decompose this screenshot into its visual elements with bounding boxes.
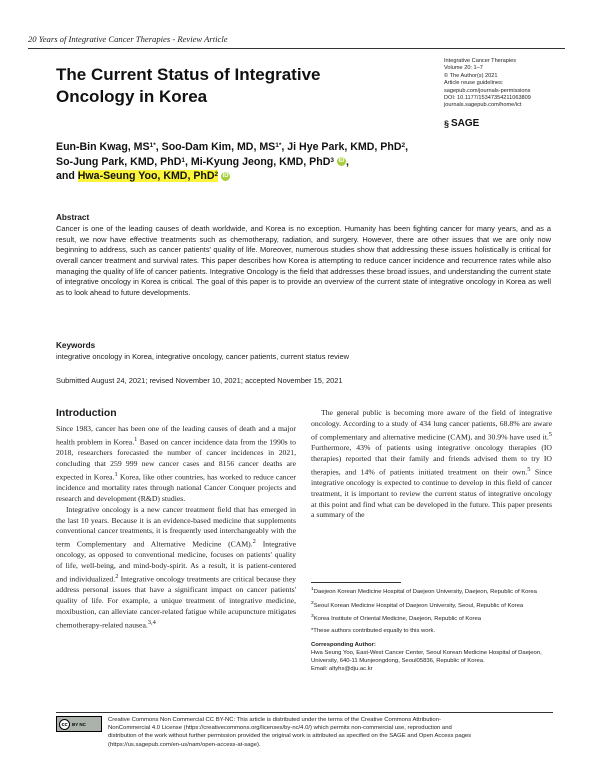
author-line-1 <box>56 140 496 155</box>
by-nc-icon: BY NC <box>72 721 86 727</box>
sage-wordmark: SAGE <box>451 118 480 129</box>
text-run: The general public is becoming more aware of the field of integrative oncology. According to a study of 434 lung cancer patients, 68.8% are aware of complementary and alternative medicine (CAM), and 30.9% have used it. <box>311 408 552 442</box>
running-head: 20 Years of Integrative Cancer Therapies - Review Article <box>28 34 228 44</box>
license-line: distribution of the work without further permission provided the original work is attributed as specified on the SAGE and Open Access pages <box>108 733 472 740</box>
separator: , <box>345 155 349 168</box>
citation-ref[interactable]: 5 <box>527 465 531 473</box>
copyright: © The Author(s) 2021 <box>444 72 498 79</box>
separator: , <box>155 141 162 153</box>
keywords-heading: Keywords <box>56 341 96 350</box>
submission-dates: Submitted August 24, 2021; revised November 10, 2021; accepted November 15, 2021 <box>56 376 343 385</box>
journal-info <box>444 58 584 110</box>
affiliation-text: Daejeon Korean Medicine Hospital of Daejeon University, Daejeon, Republic of Korea <box>313 588 537 595</box>
sage-mark-icon: § <box>444 118 450 129</box>
journal-volume: Volume 20: 1–7 <box>444 65 483 72</box>
footnotes <box>311 586 552 674</box>
corresponding-author-address: Hwa Seung Yoo, East-West Cancer Center, Seoul Korean Medicine Hospital of Daejeon, University, 640-11 Munjeongdong, Seoul05836, Republic of Korea. <box>311 649 542 665</box>
text-run: Integrative oncology, as opposed to conventional medicine, focuses on patients' quality of life, well-being, and mind-body-spirit. As a result, it is patient-centered and individualized. <box>56 539 296 584</box>
body-column-left <box>56 424 296 631</box>
body-column-right <box>311 408 552 521</box>
affiliation-text: Korea Institute of Oriental Medicine, Daejeon, Republic of Korea <box>313 616 482 623</box>
license-line: Creative Commons Non Commercial CC BY-NC: This article is distributed under the terms of the Creative Commons Attribution- <box>108 717 441 723</box>
affiliation-3 <box>311 613 552 623</box>
orcid-icon[interactable]: iD <box>222 172 229 179</box>
abstract-text: Cancer is one of the leading causes of death worldwide, and Korea is no exception. Humanity has been fighting cancer for many years, and as a result, we now have effective treatments such as chemotherapy, radiation, and surgery. However, there are other issues that we are only now beginning to address, such as cancer patients' quality of life. Moreover, numerous studies show that addressing these issues holistically is critical for overall cancer treatment and survival rates. This paper describes how Korea is attempting to reduce cancer incidence and recurrence rates while also managing the quality of life of cancer patients. Integrative Oncology is the field that addresses these broad issues, and understanding the current state of integrative oncology in Korea is critical. The goal of this paper is to provide an overview of the current state of integrative oncology in Korea as well as to look ahead to future developments. <box>56 224 551 297</box>
author-list <box>56 140 496 184</box>
corresponding-author-email[interactable]: Email: altyhs@dju.ac.kr <box>311 666 373 673</box>
affiliation-text: Seoul Korean Medicine Hospital of Daejeon University, Seoul, Republic of Korea <box>313 602 524 609</box>
reuse-label: Article reuse guidelines: <box>444 80 504 87</box>
author-name: Mi-Kyung Jeong, KMD, PhD <box>190 155 331 168</box>
text-run: Furthermore, 43% of patients using integrative oncology therapies (IO therapies) reported that their family and friends advised them to try IO therapies, and 14% of patients initiated treatment on their own. <box>311 442 552 477</box>
permissions-link[interactable]: sagepub.com/journals-permissions <box>444 87 531 94</box>
section-heading-introduction: Introduction <box>56 408 117 419</box>
paragraph <box>56 505 296 631</box>
journal-name: Integrative Cancer Therapies <box>444 58 517 64</box>
affiliation-sup: 2 <box>214 171 219 179</box>
citation-ref[interactable]: 2 <box>252 538 256 546</box>
author-name: Hwa-Seung Yoo, KMD, PhD <box>77 170 215 183</box>
separator: , <box>405 141 409 153</box>
affiliation-sup: 1* <box>275 142 282 149</box>
author-line-2 <box>56 155 496 170</box>
author-name: Ji Hye Park, KMD, PhD <box>287 141 402 153</box>
journal-link[interactable]: journals.sagepub.com/home/ict <box>444 102 522 109</box>
doi[interactable]: DOI: 10.1177/15347354211063809 <box>444 95 531 102</box>
citation-ref[interactable]: 1 <box>134 435 138 443</box>
header-rule <box>28 48 565 49</box>
keywords-text: integrative oncology in Korea, integrative oncology, cancer patients, current status review <box>56 352 349 361</box>
conjunction: and <box>56 170 78 183</box>
orcid-icon[interactable]: iD <box>338 158 345 165</box>
affiliation-number: 2 <box>311 600 314 606</box>
title-line-1: The Current Status of Integrative <box>56 65 321 84</box>
affiliation-sup: 2 <box>401 142 406 149</box>
corresponding-author-highlight <box>78 170 218 182</box>
citation-ref[interactable]: 5 <box>548 430 552 438</box>
text-run: Integrative oncology is a new cancer treatment field that has emerged in the last 10 years. Because it is an evidence-based medicine that supplements conventional cancer treatments, it is frequently used interchangeably with the term Complementary and Alternative Medicine (CAM). <box>56 504 296 549</box>
affiliation-1 <box>311 586 552 596</box>
separator: , <box>185 155 191 168</box>
author-line-3 <box>56 169 496 184</box>
license-line: (https://us.sagepub.com/en-us/nam/open-access-at-sage). <box>108 741 261 748</box>
citation-ref[interactable]: 1 <box>114 470 118 478</box>
affiliation-number: 3 <box>311 614 314 620</box>
affiliation-number: 1 <box>311 587 314 592</box>
separator: , <box>281 141 288 153</box>
creative-commons-icon: cc <box>59 719 70 730</box>
citation-ref[interactable]: 3,4 <box>147 618 156 626</box>
citation-ref[interactable]: 2 <box>115 573 119 581</box>
cc-license-badge[interactable] <box>56 716 102 732</box>
abstract-heading: Abstract <box>56 213 90 222</box>
text-run: Korea, like other countries, has worked to reduce cancer incidence and mortality rates through national Cancer Conquer projects and research and development (R&D) studies. <box>56 472 296 503</box>
affiliation-2 <box>311 600 552 610</box>
paragraph <box>56 424 296 505</box>
footnote-rule <box>311 582 401 583</box>
affiliation-sup: 3 <box>330 156 334 164</box>
equal-contribution-note: *These authors contributed equally to this work. <box>311 628 436 635</box>
affiliation-sup: 1 <box>181 156 185 164</box>
affiliation-sup: 1* <box>149 142 156 149</box>
text-run: Since 1983, cancer has been one of the leading causes of death and a major health problem in Korea. <box>56 424 296 447</box>
license-text <box>108 716 554 749</box>
text-run: Integrative oncology treatments are critical because they address personal issues that have a significant impact on cancer patients' quality of life. For example, a unique treatment of integrative medicine, moxibustion, can alleviate cancer-related fatigue while acupuncture mitigates chemotherapy-related nausea. <box>56 574 296 630</box>
sage-logo <box>444 118 479 129</box>
author-name: So-Jung Park, KMD, PhD <box>56 155 182 168</box>
text-run: Since integrative oncology is expected to continue to develop in this field of cancer treatment, it is important to review the current status of integrative oncology at this point and find what can be developed in the future. This paper presents a summary of the <box>311 467 552 520</box>
license-rule <box>56 712 553 713</box>
title-line-2: Oncology in Korea <box>56 87 208 106</box>
license-line: NonCommercial 4.0 License (https://creativecommons.org/licenses/by-nc/4.0/) which permits non-commercial use, reproduction and <box>108 725 452 732</box>
author-name: Soo-Dam Kim, MD, MS <box>161 141 276 153</box>
paragraph <box>311 408 552 521</box>
corresponding-author-heading: Corresponding Author: <box>311 641 376 648</box>
author-name: Eun-Bin Kwag, MS <box>56 141 150 153</box>
text-run: Based on cancer incidence data from the 1990s to 2018, researchers forecasted the number of cancer incidences in 2021, concluding that 259 999 new cancer cases and 8156 cancer deaths are expected in Korea. <box>56 437 296 482</box>
article-title <box>56 64 396 108</box>
